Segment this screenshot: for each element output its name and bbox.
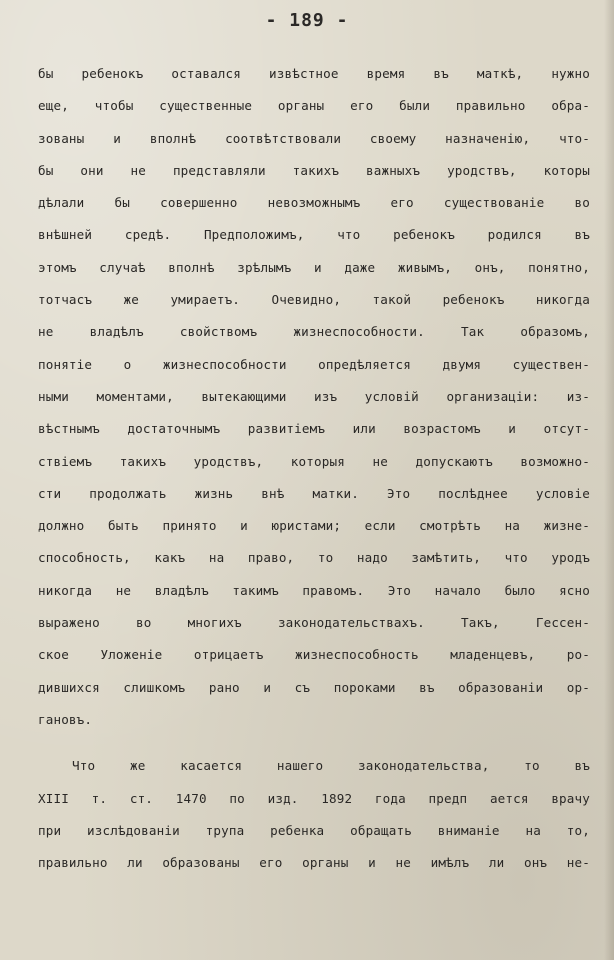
text-line: гановъ.	[38, 711, 93, 727]
text-line: внѣшней средѣ. Предположимъ, что ребенокъ родился въ	[38, 227, 590, 243]
text-line: при изслѣдованіи трупа ребенка обращать вниманіе на то,	[38, 822, 590, 838]
text-line: понятіе о жизнеспособности опредѣляется двумя существен-	[38, 356, 590, 372]
text-line: бы они не представляли такихъ важныхъ уродствъ, которы	[38, 162, 590, 178]
paragraph-1	[38, 58, 590, 736]
text-line: дѣлали бы совершенно невозможнымъ его существованіе во	[38, 195, 590, 211]
text-line: еще, чтобы существенные органы его были правильно обра-	[38, 98, 590, 114]
text-line: Что же касается нашего законодательства, то въ	[72, 758, 590, 774]
text-line: дившихся слишкомъ рано и съ пороками въ образованіи ор-	[38, 679, 590, 695]
text-line: никогда не владѣлъ такимъ правомъ. Это начало было ясно	[38, 582, 590, 598]
text-line: XIII т. ст. 1470 по изд. 1892 года предп ается врачу	[38, 790, 590, 806]
text-line: ствіемъ такихъ уродствъ, которыя не допускаютъ возможно-	[38, 453, 590, 469]
text-line: должно быть принято и юристами; если смотрѣть на жизне-	[38, 518, 590, 534]
page-edge-shadow	[604, 0, 614, 960]
text-line: правильно ли образованы его органы и не имѣлъ ли онъ не-	[38, 855, 590, 871]
text-line: сти продолжать жизнь внѣ матки. Это послѣднее условіе	[38, 485, 590, 501]
body-text	[38, 58, 590, 879]
text-line: этомъ случаѣ вполнѣ зрѣлымъ и даже живымъ, онъ, понятно,	[38, 259, 590, 275]
page-number: - 189 -	[265, 10, 349, 31]
text-line: способность, какъ на право, то надо замѣтить, что уродъ	[38, 550, 590, 566]
text-line: зованы и вполнѣ соотвѣтствовали своему назначенію, что-	[38, 130, 590, 146]
text-line: тотчасъ же умираетъ. Очевидно, такой ребенокъ никогда	[38, 292, 590, 308]
text-line: бы ребенокъ оставался извѣстное время въ маткѣ, нужно	[38, 66, 590, 81]
text-line: не владѣлъ свойствомъ жизнеспособности. Так образомъ,	[38, 324, 590, 340]
paragraph-gap	[38, 736, 590, 750]
text-line: ными моментами, вытекающими изъ условій организаціи: из-	[38, 388, 590, 404]
paragraph-2	[38, 750, 590, 879]
text-line: вѣстнымъ достаточнымъ развитіемъ или возрастомъ и отсут-	[38, 421, 590, 437]
text-line: выражено во многихъ законодательствахъ. Такъ, Гессен-	[38, 615, 590, 631]
text-line: ское Уложеніе отрицаетъ жизнеспособность младенцевъ, ро-	[38, 647, 590, 663]
